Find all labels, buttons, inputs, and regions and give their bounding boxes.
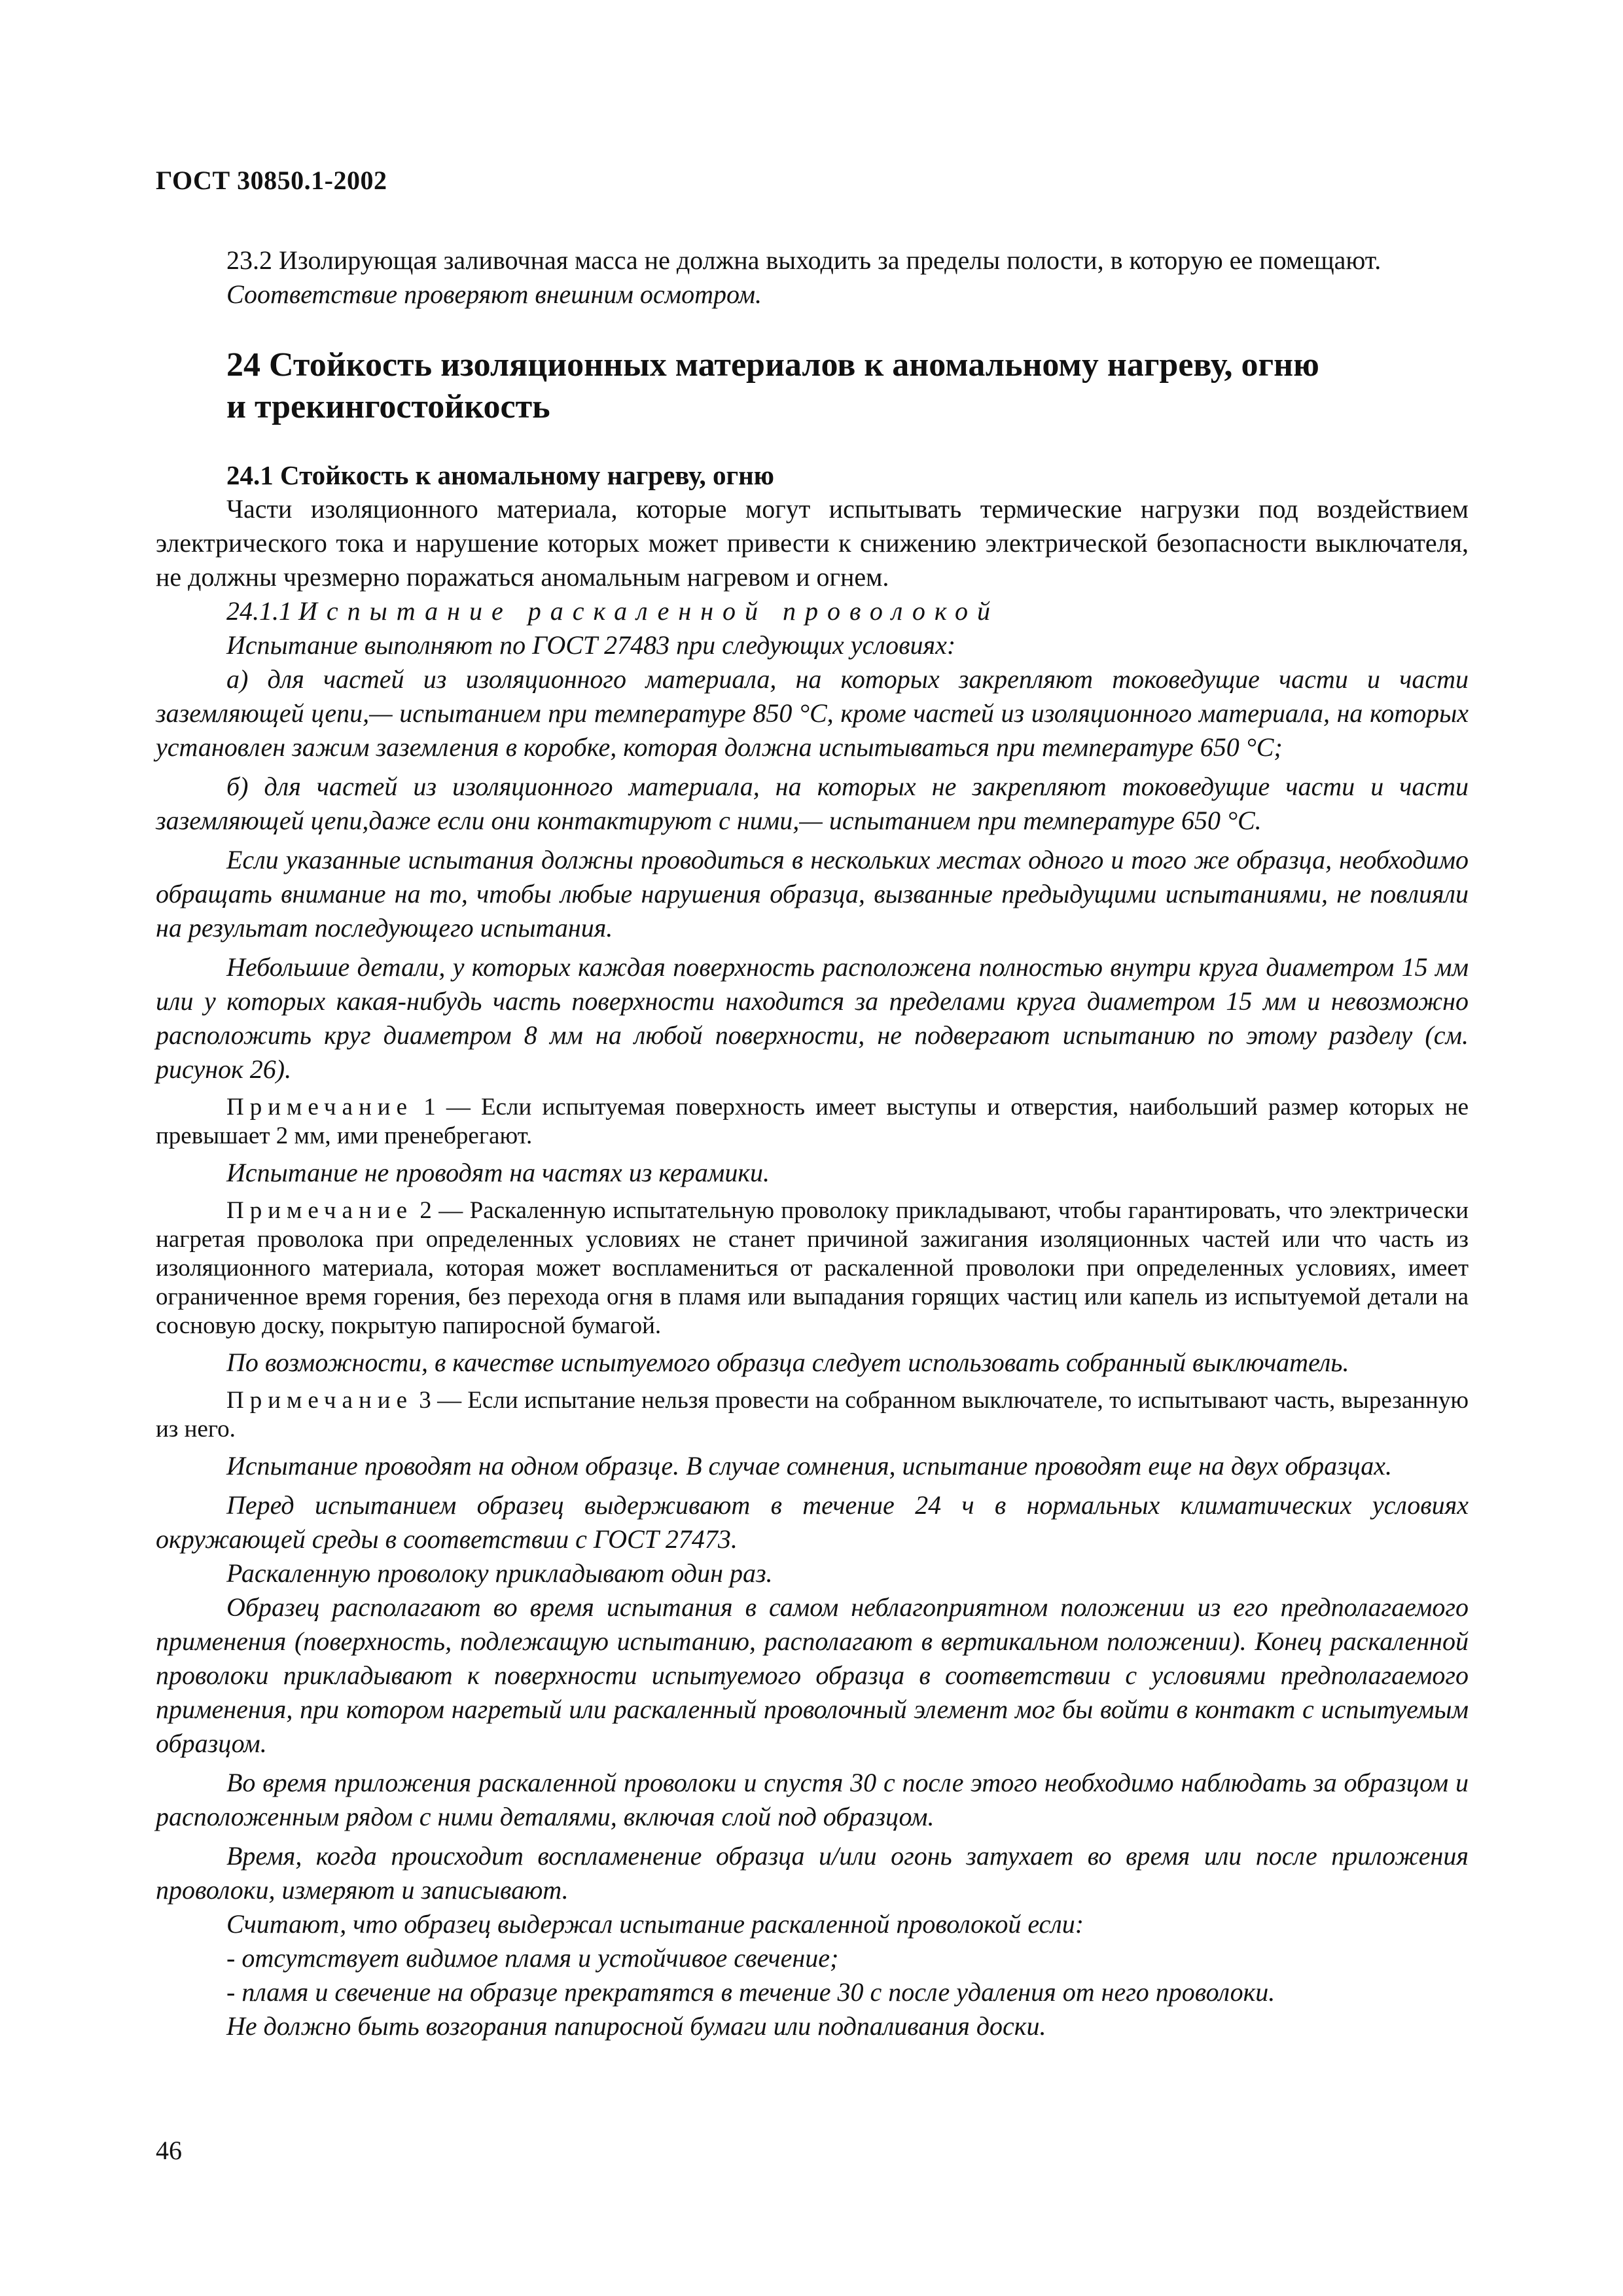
assembled-switch-paragraph: По возможности, в качестве испытуемого образца следует использовать собранный выключатель.: [226, 1348, 1349, 1377]
observation-paragraph: Во время приложения раскаленной проволоки и спустя 30 с после этого необходимо наблюдать за образцом и расположенным рядом с ними деталями, включая слой под образцом.: [156, 1768, 1469, 1831]
gost-reference: Испытание выполняют по ГОСТ 27483 при следующих условиях:: [226, 630, 956, 660]
note-3-text: 3 — Если испытание нельзя провести на собранном выключателе, то испытывают часть, вырезанную из него.: [156, 1387, 1469, 1443]
pass-criteria-paragraph: Считают, что образец выдержал испытание раскаленной проволокой если:: [226, 1909, 1084, 1939]
small-parts-paragraph: Небольшие детали, у которых каждая поверхность расположена полностью внутри круга диаметром 15 мм или у которых какая-нибудь часть поверхности находится за пределами круга диаметром 15 мм и невозможно расположить круг диаметром 8 мм на любой поверхности, не подвергают испытанию по этому разделу (см. рисунок 26).: [156, 952, 1469, 1084]
position-paragraph: Образец располагают во время испытания в самом неблагоприятном положении из его предполагаемого применения (поверхность, подлежащую испытанию, располагают в вертикальном положении). Конец раскаленной проволоки прикладывают к поверхности испытуемого образца в соответствии с условиями предполагаемого применения, при котором нагретый или раскаленный проволочный элемент мог бы войти в контакт с испытуемым образцом.: [156, 1592, 1469, 1758]
conditioning-paragraph: Перед испытанием образец выдерживают в течение 24 ч в нормальных климатических условиях окружающей среды в соответствии с ГОСТ 27473.: [156, 1490, 1469, 1554]
note-1: [156, 1093, 1469, 1151]
condition-a: а) для частей из изоляционного материала, на которых закрепляют токоведущие части и части заземляющей цепи,— испытанием при температуре 850 °С, кроме частей из изоляционного материала, на которых установлен зажим заземления в коробке, которая должна испытываться при температуре 650 °С;: [156, 664, 1469, 762]
paper-paragraph: Не должно быть возгорания папиросной бумаги или подпаливания доски.: [226, 2011, 1046, 2041]
document-body: [156, 243, 1469, 2043]
note-1-text: 1 — Если испытуемая поверхность имеет выступы и отверстия, наибольший размер которых не превышает 2 мм, ими пренебрегают.: [156, 1094, 1469, 1149]
document-page: [156, 0, 1469, 2296]
section-24-title: 24 Стойкость изоляционных материалов к аномальному нагреву, огню и трекингостойкость: [226, 346, 1319, 425]
document-code-header: ГОСТ 30850.1-2002: [156, 166, 387, 195]
note-2: [156, 1196, 1469, 1340]
clause-23-2-check: Соответствие проверяют внешним осмотром.: [226, 279, 762, 309]
ceramic-paragraph: Испытание не проводят на частях из керамики.: [226, 1158, 770, 1187]
note-2-label: Примечание: [226, 1197, 413, 1224]
one-sample-paragraph: Испытание проводят на одном образце. В случае сомнения, испытание проводят еще на двух образцах.: [226, 1451, 1392, 1480]
note-1-label: Примечание: [226, 1094, 413, 1121]
subsection-24-1-intro: Части изоляционного материала, которые могут испытывать термические нагрузки под воздействием электрического тока и нарушение которых может привести к снижению электрической безопасности выключателя, не должны чрезмерно поражаться аномальным нагревом и огнем.: [156, 494, 1469, 592]
subsection-24-1-title: 24.1 Стойкость к аномальному нагреву, огню: [226, 460, 775, 490]
clause-24-1-1-name: Испытание раскаленной проволокой: [298, 596, 1000, 626]
note-2-text: 2 — Раскаленную испытательную проволоку прикладывают, чтобы гарантировать, что электрически нагретая проволока при определенных условиях не станет причиной зажигания изоляционных частей или что часть из изоляционного материала, которая может воспламениться от раскаленной проволоки при определенных условиях, имеет ограниченное время горения, без перехода огня в пламя или выпадания горящих частиц или капель из испытуемой детали на сосновую доску, покрытую папиросной бумагой.: [156, 1197, 1469, 1339]
pass-criterion-1: - отсутствует видимое пламя и устойчивое свечение;: [226, 1943, 839, 1973]
clause-23-2: 23.2 Изолирующая заливочная масса не должна выходить за пределы полости, в которую ее помещают.: [226, 245, 1382, 275]
clause-24-1-1-heading: [156, 594, 1469, 628]
clause-24-1-1-number: 24.1.1: [226, 596, 292, 626]
note-3-label: Примечание: [226, 1387, 413, 1414]
condition-b: б) для частей из изоляционного материала, на которых не закрепляют токоведущие части и части заземляющей цепи,даже если они контактируют с ними,— испытанием при температуре 650 °С.: [156, 772, 1469, 835]
apply-once-paragraph: Раскаленную проволоку прикладывают один раз.: [226, 1558, 773, 1588]
page-number: 46: [156, 2136, 182, 2165]
pass-criterion-2: - пламя и свечение на образце прекратятся в течение 30 с после удаления от него проволоки.: [226, 1977, 1275, 2007]
multiple-places-paragraph: Если указанные испытания должны проводиться в нескольких местах одного и того же образца, необходимо обращать внимание на то, чтобы любые нарушения образца, вызванные предыдущими испытаниями, не повлияли на результат последующего испытания.: [156, 845, 1469, 942]
note-3: [156, 1386, 1469, 1444]
timing-paragraph: Время, когда происходит воспламенение образца и/или огонь затухает во время или после приложения проволоки, измеряют и записывают.: [156, 1841, 1469, 1905]
